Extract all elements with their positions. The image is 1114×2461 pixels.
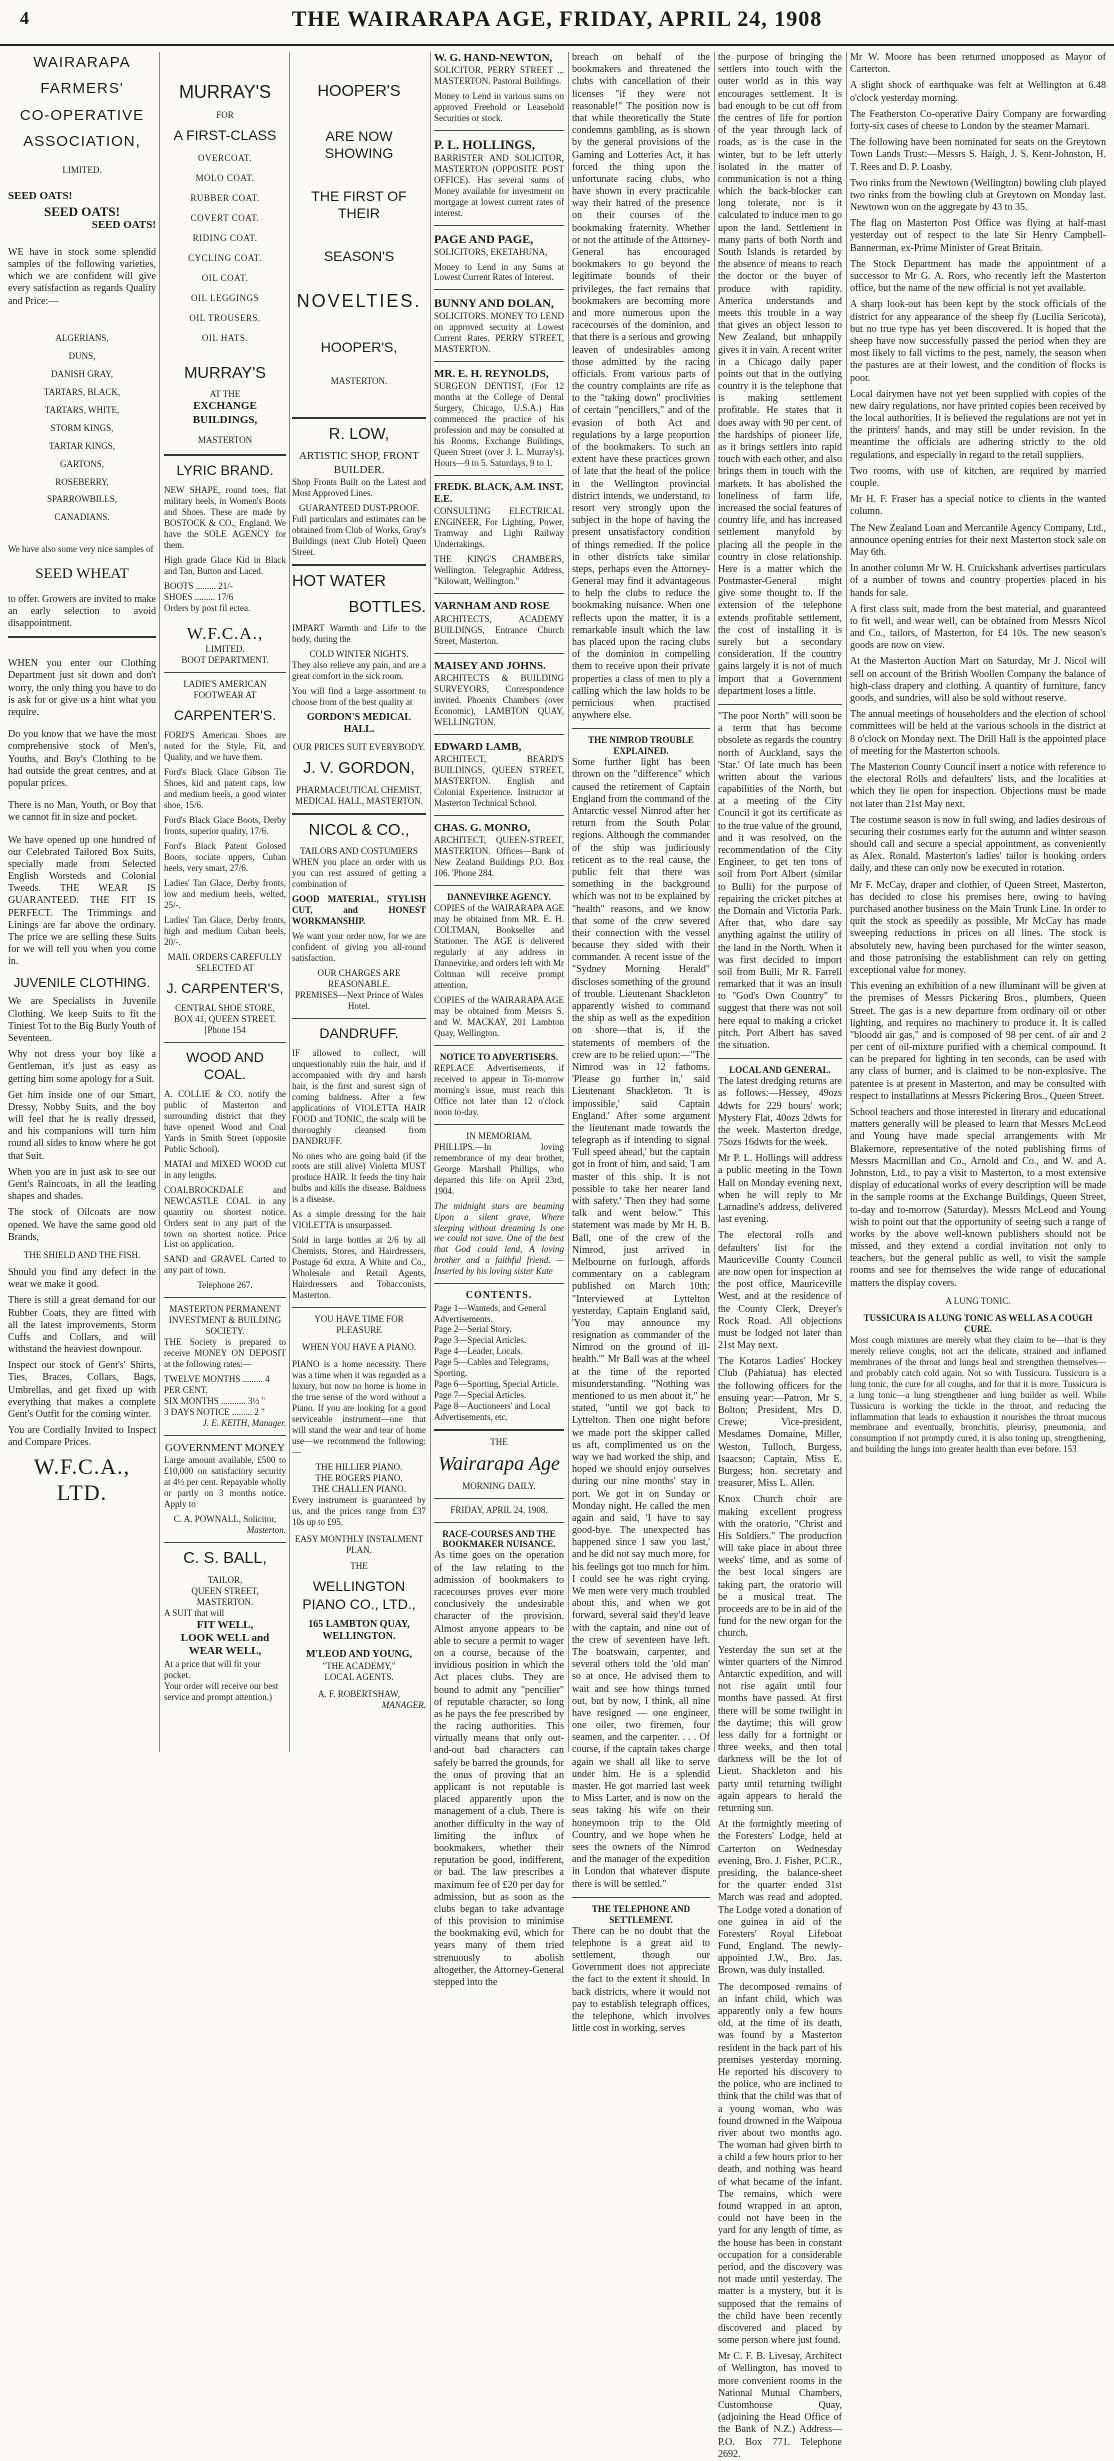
our-prices: OUR PRICES SUIT EVERYBODY. — [292, 742, 426, 753]
fit-well: FIT WELL, — [196, 1618, 254, 1631]
ford-para: Ladies' Tan Glace, Derby fronts, low and medium heels, welted, 25/-. — [164, 878, 286, 910]
limited-label: LIMITED. — [62, 165, 102, 176]
edward-heading: EDWARD LAMB, — [434, 740, 522, 753]
ball-suit: A SUIT that will — [164, 1607, 225, 1618]
variety-item: TARTARS, BLACK, — [43, 386, 121, 397]
tussicura-heading: TUSSICURA IS A LUNG TONIC AS WELL AS A COUGH CURE. — [863, 1312, 1093, 1334]
news-para: The following have been nominated for seats on the Greytown Town Lands Trust:—Messrs S. Haigh, J. S. Kent-Johnston, H. T. Rees and D. P. Loasby. — [850, 137, 1106, 173]
murrays-at: AT THE — [209, 389, 241, 400]
murrays-title: MURRAY'S — [178, 82, 272, 102]
nicol-para: GOOD MATERIAL, STYLISH CUT, and HONEST WORKMANSHIP. — [292, 894, 426, 926]
masterton-sig: Masterton. — [246, 1525, 286, 1536]
ad-heading-line: ASSOCIATION, — [23, 132, 141, 150]
telephone-heading: THE TELEPHONE AND SETTLEMENT. — [591, 1903, 691, 1925]
newton-heading: W. G. HAND-NEWTON, — [434, 52, 553, 64]
ford-para: Ford's Black Patent Golosed Boots, sociate uppers, Cuban heels, very smart, 27/6. — [164, 841, 286, 874]
seed-oats-line: SEED OATS! — [91, 219, 156, 232]
juvenile-heading: JUVENILE CLOTHING. — [13, 974, 151, 990]
tussicura-para: Most cough mixtures are merely what they claim to be—that is they merely relieve coughs, not act the delicate, strained and inflamed membranes of the throat and lungs heal and strengthen themselves—and probably catch cold again. Not so with Tussicura. Tussicura is a lung tonic, the cure for all coughs, and for that it is more. Tussicura is a lung tonic—a lung strengthener and lung builder as well. While Tussicura is working the tickle in the throat, and reducing the inflammation that leads to exhaustion it nourishes the throat mucous membrane and eventually, bronchitis, pleurisy, pneumonia, and consumption if not promptly cured, it is also toning up, strengthening, and building the lungs into greater health than ever before. 153 — [850, 1334, 1106, 1455]
seed-wheat-heading: SEED WHEAT — [35, 566, 129, 583]
varnham-heading: VARNHAM AND ROSE — [434, 600, 550, 613]
fredk-heading: FREDK. BLACK, A.M. INST. E.E. — [434, 482, 564, 506]
column-5 — [572, 52, 710, 2035]
column-7 — [850, 52, 1106, 1752]
academy: "THE ACADEMY," — [322, 1661, 396, 1672]
contents-heading: CONTENTS. — [465, 1290, 533, 1302]
novelties-heading: NOVELTIES. — [296, 290, 422, 311]
lyric-text: NEW SHAPE, round toes, flat military heels, in Women's Boots and Shoes. These are made by BOSTOCK & CO., England. We have the SOLE AGENCY for them. — [164, 485, 286, 550]
juvenile-para: Inspect our stock of Gent's' Shirts, Ties, Braces, Collars, Bags, Umbrellas, and get fixed up with everything that makes a complete Gent's Outfit for the coming winter. — [8, 1360, 156, 1421]
govt-para: Large amount available, £500 to £10,000 on satisfactory security at 4½ per cent. Repayable wholly or partly on 3 months notice. Apply to — [164, 1455, 286, 1510]
bottles-heading: BOTTLES. — [348, 598, 426, 616]
news-para: Mr W. Moore has been returned unopposed as Mayor of Carterton. — [850, 52, 1106, 76]
wfca-limited: LIMITED. — [205, 644, 245, 655]
cold-nights: COLD WINTER NIGHTS. — [309, 648, 409, 659]
fredk-para: CONSULTING ELECTRICAL ENGINEER, For Lighting, Power, Tramway and Light Railway Undertakings. — [434, 506, 564, 550]
race-para: As time goes on the operation of the law relating to the admission of bookmakers to racecourses proves ever more conclusively the undesirable character of the provision. Almost anyone appears to be able to secure a permit to wager on a course, because of the invidious position in which the Act places clubs. They are bound to admit any "pencilier" of reputable character, so long as he pays the fee prescribed by the racing authorities. This virtually means that only out-and-out bad characters can safely be barred the grounds, for the onus of proving that an applicant is not reputable is placed apparently upon the management of a club. There is another difficulty in the way of limiting the influx of bookmakers, whether their reputation be good, indifferent, or bad. The law prescribes a maximum fee of £20 per day for admission, but as soon as the clubs began to take advantage of this provision to minimise the bookmaking evil, which for years many of them tried strenuously to abolish altogether, the Attorney-General stepped into the — [434, 1550, 564, 1988]
murrays-town: MASTERTON — [197, 434, 253, 445]
contents-item: Page 3—Special Articles. — [434, 1335, 527, 1346]
coat-item: MOLO COAT. — [195, 172, 255, 183]
ball-price: At a price that will fit your pocket. — [164, 1658, 261, 1680]
news-para: Mr H. F. Fraser has a special notice to clients in the wanted column. — [850, 494, 1106, 518]
wheat-text: to offer. Growers are invited to make an early selection to avoid disappointment. — [8, 593, 156, 630]
nicol-heading: NICOL & CO., — [308, 821, 410, 839]
clothing-para: WHEN you enter our Clothing Department just sit down and don't worry, the only thing you have to do is ask for or give us a hint what you require. — [8, 658, 156, 718]
memoriam-para: PHILLIPS.—In loving remembrance of my dear brother, George Marshall Phillips, who departed this life on April 23rd, 1904. — [434, 1141, 564, 1196]
juvenile-para: Get him inside one of our Smart, Dressy, Nobby Suits, and the boy will feel that he is really dressed, and his companions will turn him round all sides to know where he got that Suit. — [8, 1089, 156, 1162]
clothing-para: Do you know that we have the most comprehensive stock of Men's, Youths, and Boy's Clothing to be had outside the great centres, and at popular prices. — [8, 729, 156, 789]
dandruff-para: IF allowed to collect, will unquestionably ruin the hair, and if accompanied with dry and harsh hair, is the first and surest sign of coming baldness. After a few applications of VIOLETTA HAIR FOOD and TONIC, the scalp will be thoroughly cleansed from DANDRUFF. — [292, 1047, 426, 1146]
newton-para: Money to Lend in various sums on approved Freehold or Leasehold Securities or stock. — [434, 91, 564, 124]
chas-heading: CHAS. G. MONRO, — [434, 822, 531, 835]
news-para: Two rinks from the Newtown (Wellington) bowling club played two rinks from the bowling club at Greytown on Monday last. Newtown won on the aggregate by 43 to 35. — [850, 177, 1106, 214]
contents-item: Page 4—Leader, Locals. — [434, 1346, 523, 1357]
juvenile-para: When you are in just ask to see our Gent's Raincoats, in all the leading shapes and shades. — [8, 1166, 156, 1203]
dannevirke-para: COPIES of the WAIRARAPA AGE may be obtained from MR. E. H. COLTMAN, Bookseller and Stationer. The AGE is delivered regularly at any address in Dannevirke, and orders left with Mr Coltman will receive prompt attention. — [434, 903, 564, 991]
piano-item: THE HILLIER PIANO. — [315, 1461, 403, 1472]
nicol-para: We want your order now, for we are confident of giving you all-round satisfaction. — [292, 930, 426, 963]
dust-proof: GUARANTEED DUST-PROOF. — [299, 503, 419, 514]
coat-item: OIL COAT. — [201, 272, 249, 283]
low-para: Shop Fronts Built on the Latest and Most Approved Lines. — [292, 477, 426, 499]
notice-heading: NOTICE TO ADVERTISERS. — [439, 1051, 559, 1062]
rate-row: 3 DAYS NOTICE ......... 2 " — [164, 1407, 265, 1418]
column-1 — [8, 52, 156, 1752]
hollings-para: BARRISTER AND SOLICITOR, MASTERTON (OPPOSITE POST OFFICE). Has several sums of Money available for investment on mortgage at lowest current rates of interest. — [434, 153, 564, 218]
mail-orders: MAIL ORDERS CAREFULLY SELECTED AT — [167, 951, 283, 973]
ladies-footwear: LADIE'S AMERICAN FOOTWEAR AT — [183, 679, 267, 701]
post-orders: Orders by post fil ectea. — [164, 602, 251, 613]
news-para: A sharp look-out has been kept by the stock officials of the district for any appearance of the sheep fly (Lucilia Sericota), but no true type has yet been discovered. It is hoped that the sheep have now successfully passed the period when they are most likely to fall victims to the pest, namely, the season when the pastures are at their lowest, and the condition of flocks is poor. — [850, 299, 1106, 384]
news-para: School teachers and those interested in literary and educational matters generally will be pleased to learn that Messrs McLeod and Young have made special arrangements with Mr Blakemore, representative of the noted publishing firms of Messrs Macmillan and Co., Arnold and Co., and W. and A. Johnston, Ltd., to pay a visit to Masterton, to a most extensive display of educational works of every description will be made in the sample rooms at the Exchange Buildings, Queen Street, to-day and to-morrow (Saturday). Messrs McLeod and Young wish to point out that the opportunity of seeing such a range of works by the above well-known publishers should not be missed, and they extend a cordial invitation not only to teachers, but the general public as well, to visit the sample rooms and see for themselves the wide range of educational matters the display covers. — [850, 1107, 1106, 1289]
news-para: The Stock Department has made the appointment of a successor to Mr G. A. Rors, who recently left the Masterton office, but the name of the new official is not yet available. — [850, 258, 1106, 295]
news-para: The costume season is now in full swing, and ladies desirous of securing their costumes early for the autumn and winter season should call and secure a special appointment, as conveniently as Alex. Ronald. Masterton's ladies' tailor is booking orders daily, and these can only now be executed in rotation. — [850, 814, 1106, 875]
manager-signature: J. E. KEITH, Manager. — [202, 1418, 286, 1429]
coat-item: RUBBER COAT. — [190, 192, 260, 203]
lyric-heading: LYRIC BRAND. — [176, 461, 274, 478]
column-4 — [434, 52, 564, 1988]
central-store: CENTRAL SHOE STORE, — [175, 1002, 275, 1013]
juvenile-para: Why not dress your boy like a Gentleman, it's just as easy as getting him some apology for a Suit. — [8, 1049, 156, 1085]
wood-para: MATAI and MIXED WOOD cut in any lengths. — [164, 1158, 286, 1180]
reynolds-heading: MR. E. H. REYNOLDS, — [434, 367, 549, 380]
column-rule — [159, 52, 160, 1752]
piano-para: PIANO is a home necessity. There was a time when it was regarded as a luxury, but now no home is home in the true sense of the word without a Piano. If you are looking for a good serviceable instrument—one that will stand the wear and tear of home use—we recommend the following:— — [292, 1359, 426, 1457]
clothing-para: We have opened up one hundred of our Celebrated Tailored Box Suits, specially made from Selected English Worsteds and Colonial Tweeds. THE WEAR IS GUARANTEED. THE FIT IS PERFECT. The Trimmings and Linings are far above the ordinary. The price we are selling these Suits for we will tell you when you come in. — [8, 834, 156, 968]
maisey-heading: MAISEY AND JOHNS. — [434, 659, 546, 672]
variety-item: TARTARS, WHITE, — [44, 404, 120, 415]
building-para: THE Society is prepared to receive MONEY ON DEPOSIT at the following rates:— — [164, 1337, 286, 1370]
hot-para: You will find a large assortment to choose from of the best quality at — [292, 685, 426, 707]
telephone: Telephone 267. — [197, 1280, 253, 1291]
hot-water-heading: HOT WATER — [292, 573, 386, 591]
low-heading: R. LOW, — [328, 425, 390, 443]
pownall: C. A. POWNALL, Solicitor, — [173, 1514, 277, 1525]
news-para: Two rooms, with use of kitchen, are required by married couple. — [850, 465, 1106, 489]
piano-line: WHEN YOU HAVE A PIANO. — [301, 1342, 417, 1353]
contents-item: Page 6—Sporting, Special Article. — [434, 1379, 559, 1390]
juvenile-para: We are Specialists in Juvenile Clothing. We keep Suits to fit the Tiniest Tot to the Big Burly Youth of Seventeen. — [8, 996, 156, 1044]
rate-row: TWELVE MONTHS ......... 4 PER CENT. — [164, 1374, 270, 1396]
page-header — [0, 0, 1114, 46]
local-para: Mr C. F. B. Livesay, Architect of Wellington, has moved to more convenient rooms in the National Mutual Chambers, Customhouse Quay, (adjoining the Head Office of the Bank of N.Z.) Address—P.O. Box 771. Telephone 2692. — [718, 2351, 842, 2460]
hoopers-town: MASTERTON. — [330, 375, 388, 386]
dandruff-para: No ones who are going bald (if the roots are still alive) Violetta MUST produce HAIR. It feeds the tiny hair bulbs and kills the disease. Baldness is a disease. — [292, 1150, 426, 1205]
the-label: THE — [350, 1561, 368, 1572]
column-rule — [714, 52, 715, 1752]
dannevirke-para: COPIES of the WAIRARAPA AGE may be obtained from Messrs S. and W. MACKAY, 201 Lambton Quay, Wellington. — [434, 995, 564, 1038]
manager-label: MANAGER. — [381, 1700, 426, 1711]
ford-para: Ford's Black Glace Gibson Tie Shoes, kid and patent caps, low and medium heels, a good winter shoe, 15/6. — [164, 767, 286, 811]
nicol-para: WHEN you place an order with us you can rest assured of getting a combination of — [292, 857, 426, 890]
easy-plan: EASY MONTHLY INSTALMENT PLAN. — [294, 1533, 424, 1555]
hollings-heading: P. L. HOLLINGS, — [434, 137, 536, 153]
mleod-young: M'LEOD AND YOUNG, — [305, 1648, 413, 1660]
variety-item: DUNS, — [68, 350, 96, 361]
column-rule — [846, 52, 847, 1752]
newton-para: SOLICITOR, PERRY STREET ... MASTERTON. Pastoral Buildings. — [434, 65, 564, 87]
nicol-tailors: TAILORS AND COSTUMIERS — [300, 846, 418, 857]
piano-item: THE CHALLEN PIANO. — [312, 1483, 406, 1494]
ball-order: Your order will receive our best service and prompt attention.) — [164, 1680, 279, 1702]
news-para: In another column Mr W. H. Cruickshank advertises particulars of a number of towns and country properties placed in his hands for sale. — [850, 563, 1106, 599]
seed-oats-line: SEED OATS! — [44, 203, 120, 219]
coat-item: CYCLING COAT. — [188, 252, 262, 263]
ball-heading: C. S. BALL, — [183, 1550, 267, 1568]
race-continued: breach on behalf of the bookmakers and threatened the clubs with cancellation of their licenses "if they were not reasonable!" The position now is that while theoretically the State condemns gambling, as is shown by the general provisions of the Gaming and Lotteries Act, it has forced the thing upon the unfortunate racing clubs, who have shown in every practicable way their hatred of the presence on their courses of the bookmaking fraternity. Whether or not the attitude of the Attorney-General has encouraged bookmakers to go beyond the legitimate bounds of their privileges, the fact remains that bookmakers are becoming more and more numerous upon the racecourses of the dominion, and that there is a serious and growing leaven of undesirables among those admitted by the racing officials. From various parts of the country complaints are rife as to the "taking down" proclivities of certain "pencillers," and of the evasion of both Act and regulations by a large proportion of the bookmakers. To such an extent have these practices grown of late that the head of the police in the Wellington provincial district intends, we understand, to resort very strongly upon the subject in the hope of having the present unsatisfactory condition of things remedied. If the police in other districts take similar steps, perhaps even the Attorney-General may find it advantageous to help the clubs to reduce the bookmaking nuisance. When one reflects upon the matter, it is a remarkable insult which the law has placed upon the racing clubs of the dominion in compelling them to receive upon their private properties a class of men to ply a calling which the law holds to be pernicious when practised anywhere else. — [572, 52, 710, 722]
contents-item: Page 5—Cables and Telegrams, Sporting. — [434, 1357, 549, 1379]
page-para: Money to Lend in any Sums at Lowest Current Rates of Interest. — [434, 261, 564, 283]
news-para: A first class suit, made from the best material, and guaranteed to fit well, and wear well, can be obtained from Messrs Nicol and Co., tailors, of Masterton, for £4 10s. The new season's goods are now on view. — [850, 603, 1106, 652]
nimrod-heading: THE NIMROD TROUBLE EXPLAINED. — [588, 735, 694, 757]
queen-street: BOX 41, QUEEN STREET. [Phone 154 — [173, 1013, 277, 1035]
variety-item: CANADIANS. — [54, 512, 110, 523]
variety-item: GARTONS, — [59, 458, 105, 469]
news-para: This evening an exhibition of a new illuminant will be given at the premises of Messrs Pickering Bros., plumbers, Queen Street. The gas is a new departure from ordinary oil or other lighting, and requires no machinery to produce it. It is called "bloodd air gas," and is composed of 98 per cent. of air and 2 per cent of oil-mixture purified with a chemical compound. It can be prepared for lighting in ten seconds, can be used with any class of burner, and is claimed to be non-explosive. The patentee is at present in Masterton, and may be consulted with respect to installations at Messrs Pickering Bros., Queen Street. — [850, 981, 1106, 1102]
juvenile-para: You are Cordially Invited to Inspect and Compare Prices. — [8, 1425, 156, 1449]
issue-date: FRIDAY, APRIL 24, 1908. — [450, 1504, 548, 1515]
murrays-for: FOR — [216, 109, 234, 120]
news-para: The New Zealand Loan and Mercantile Agency Company, Ltd., announce opening entries for their next Masterton stock sale on May 6th. — [850, 522, 1106, 558]
local-general-heading: LOCAL AND GENERAL. — [729, 1065, 831, 1076]
ad-heading-line: WAIRARAPA — [33, 54, 131, 71]
dandruff-para: As a simple dressing for the hair VIOLETTA is unsurpassed. — [292, 1209, 426, 1231]
variety-item: ROSEBERRY, — [55, 476, 109, 487]
coat-item: RIDING COAT. — [192, 232, 258, 243]
dannevirke-heading: DANNEVIRKE AGENCY. — [447, 892, 551, 903]
hoopers-line: ARE NOW SHOWING — [324, 127, 394, 161]
telephone-continued: the purpose of bringing the settlers into touch with the outer world as in this way encourages settlement. It is bad enough to be cut off from the centres of life for portion of the year through lack of roads, as is the case in the winter, but to be left utterly isolated in the matter of communication is not a thing which the back-blocker can long tolerate, nor is it calculated to induce men to go upon the land. Settlement in many parts of both North and South Islands is retarded by the absence of means to reach the doctor or the buyer of produce with rapidity. America understands and meets this trouble in a way that gives an object lesson to New Zealand, but unhappily gives it in vain. A recent writer in a Chicago daily paper points out that in the outlying country it is the telephone that is making settlement profitable. He states that it does away with 90 per cent. of the hardships of pioneer life, as it brings settlers into rapid touch with each other, and also brings them in touch with the markets. It has abolished the loneliness of farm life, increased the social features of country life, and has increased settlement manyfold by placing all the people in the country in close relationship. Here is a matter which the Postmaster-General might give some thought to. If the extension of the telephone extends profitable settlement, the cost of installing it is surely but a secondary consideration. If the country gains largely it is not of much import that a Government department loses a little. — [718, 52, 843, 697]
pleasure-line: YOU HAVE TIME FOR PLEASURE — [314, 1314, 404, 1336]
column-rule — [430, 52, 431, 1752]
coat-item: OIL HATS. — [201, 332, 249, 343]
local-agents: LOCAL AGENTS. — [324, 1672, 394, 1683]
telephone-para: There can be no doubt that the telephone is a great aid to settlement, though our Government does not appreciate the fact to the extent it should. In back districts, where it would not pay to establish telegraph offices, the telephone, which involves little cost in working, serves — [572, 1925, 710, 2035]
low-sub: ARTISTIC SHOP, FRONT BUILDER. — [298, 450, 420, 476]
column-2 — [164, 52, 286, 1752]
ad-heading-line: FARMERS' — [40, 80, 124, 98]
maisey-para: ARCHITECTS & BUILDING SURVEYORS, Correspondence invited. Phoenix Chambers (over Economic), LAMBTON QUAY, WELLINGTON. — [434, 672, 564, 727]
premises: PREMISES—Next Prince of Wales Hotel. — [294, 989, 424, 1011]
seed-oats-line: SEED OATS! — [8, 190, 73, 203]
medical-hall: MEDICAL HALL, MASTERTON. — [295, 795, 423, 806]
column-6 — [718, 52, 843, 2460]
north-para: "The poor North" will soon be a term that has become obsolete as regards the country north of Auckland, says the 'Star.' Of late much has been written about the various capabilities of the North, but at a meeting of the City Council it got its certificate as to the true value of the ground, and it was resolved, on the recommendation of the City Engineer, to get ten tons of soil from Port Albert (similar to Bulli) for the purpose of repairing the cricket pitches at the Domain and Victoria Park. After that, who dare say anything against the utility of the land in the North. When it was first decided to import soil from Bulli, Mr R. Farrell remarked that it was an insult to "God's Own Country" to suggest that there was not soil here equal to making a cricket pitch. Port Albert has saved the situation. — [718, 710, 842, 1051]
variety-item: STORM KINGS, — [50, 422, 114, 433]
variety-item: TARTAR KINGS, — [48, 440, 116, 451]
hoopers-line: SEASON'S — [323, 247, 395, 264]
charges: OUR CHARGES ARE REASONABLE. — [317, 967, 401, 989]
edward-para: ARCHITECT, BEARD'S BUILDINGS, QUEEN STREET, MASTERTON. English and Colonial Experience. Instructor at Masterton Technical School. — [434, 754, 564, 809]
wheat-intro: We have also some very nice samples of — [8, 544, 154, 555]
column-rule — [568, 52, 569, 1752]
local-para: Knox Church choir are making excellent progress with the oratorio, "Christ and His Soldiers." The production will take place in about three weeks' time, and as some of the best local singers are taking part, the oratorio will be a musical treat. The proceeds are to be in aid of the fund for the new organ for the church. — [718, 1494, 842, 1640]
morning-daily: MORNING DAILY. — [462, 1480, 536, 1491]
hoopers-title-2: HOOPER'S, — [320, 338, 398, 355]
robertshaw: A. F. ROBERTSHAW, — [318, 1689, 400, 1700]
juvenile-para: Should you find any defect in the wear we make it good. — [8, 1266, 156, 1291]
wood-coal-heading: WOOD AND COAL. — [186, 1048, 264, 1082]
lyric-text: High grade Glace Kid in Black and Tan, Button and Laced. — [164, 554, 286, 576]
nimrod-para: Some further light has been thrown on the "difference" which caused the retirement of Captain England from the command of the Antarctic vessel Nimrod after her return from the South Polar regions. Although the commander of the ship was judiciously reticent as to the real cause, the public felt that there was something in the background which was not to be explained by "health" reasons, and we know that some of the crew severed their connection with the vessel because they sided with their commander. A recent issue of the "Sydney Morning Herald" discloses something of the ground of trouble. Lieutenant Shackleton apparently wished to command the ship as well as the expedition on shore—that is, if the statements of members of the crew are to be relied upon:—"The Nimrod was in 12 fathoms. 'Please go further in,' said Lieutenant Shackleton. 'It is impossible,' said Captain England.' After some argument the lieutenant made towards the telegraph as if intending to signal 'Full speed ahead,' but the captain got in front of him, and said, 'I am master of this ship. It is not possible to take her nearer land with safety.' Then they had some talk and went below." This statement was made by Mr H. B. Ball, one of the crew of the Nimrod, just arrived in Melbourne on furlough, affords commentary on a cablegram published on March 10th: "Interviewed at Lyttelton yesterday, Captain England said, 'You may announce my resignation as commander of the Nimrod on the ground of ill-health.'" Mr Ball was at the wheel at the time of the reported misunderstanding. "Nothing was mentioned to us men about it," he stated, "until we got back to Lyttelton. Then one night before we made port the skipper called us aft, complimented us on the way we had worked the ship, and hoped we should enjoy ourselves during our nine months' stay in port. We got in on Sunday or Monday night. He called the men again and said, 'I have to say good-bye. The unexpected has happened since I saw you last,' and he did not say much more, for his feelings got too much for him. I could see he was right crying. We men were very much troubled about this, and when we got forward, several said they'd leave with the captain, and nine out of the crew of seventeen have left. The boatswain, carpenter, and several others told the 'old man' so at once. He advised them to wait and see how things turned out, but by now, I think, all nine have resigned — one engineer, one oiler, two firemen, four seamen, and the carpenter. . . . Of course, if the captain takes charge again we shall all like to serve under him. He is a splendid master. He got married last week to Miss Larter, and is now on the seas taking his wife on their honeymoon trip to the Old Country, and we hope when he sees the owners of the Nimrod and the manager of the expedition in London that whatever dispute there is will be settled." — [572, 757, 710, 1890]
ford-para: Ford's Black Glace Boots, Derby fronts, superior quality, 17/6. — [164, 815, 286, 837]
bunny-heading: BUNNY AND DOLAN, — [434, 296, 554, 311]
news-para: The Featherston Co-operative Dairy Company are forwarding forty-six cases of cheese to London by the steamer Mamari. — [850, 108, 1106, 132]
clothing-para: There is no Man, Youth, or Boy that we cannot fit in size and pocket. — [8, 800, 156, 824]
piano-para: Every instrument is guaranteed by us, and the prices range from £37 10s up to £95. — [292, 1494, 426, 1527]
page-para: SOLICITORS, EKETAHUNA, — [434, 246, 548, 257]
page-title: THE WAIRARAPA AGE, FRIDAY, APRIL 24, 1908 — [291, 6, 823, 31]
dandruff-heading: DANDRUFF. — [319, 1024, 399, 1041]
kings-chambers: THE KING'S CHAMBERS, Wellington. Telegraphic Address, "Kilowatt, Wellington." — [434, 554, 564, 587]
variety-item: DANISH GRAY, — [50, 368, 113, 379]
news-para: Local dairymen have not yet been supplied with copies of the new dairy regulations, nor have printed copies been received by the local authorities. It is believed the regulations are not yet in the printers' hands, and may still be under revision. In the meantime the officials are adhering strictly to the old regulations, and especially in regard to the retail suppliers. — [850, 388, 1106, 461]
local-para: At the fortnightly meeting of the Foresters' Lodge, held at Carterton on Wednesday evening, Bro. J. Fisher, P.C.R., presiding, the balance-sheet for the quarter ended 31st March was read and adopted. The Lodge voted a donation of one guinea in aid of the Foresters' Royal Lifeboat Fund, England. The newly-appointed J.W., Bro. Jas. Brown, was duly installed. — [718, 1819, 842, 1977]
lung-tonic-heading: A LUNG TONIC. — [945, 1295, 1011, 1306]
look-well: LOOK WELL and — [180, 1632, 270, 1644]
variety-item: ALGERIANS, — [55, 332, 109, 343]
column-rule — [289, 52, 290, 1752]
shoes-price: SHOES ......... 17/6 — [164, 591, 234, 602]
jcarpenter-heading: J. CARPENTER'S, — [166, 979, 284, 996]
govt-money-heading: GOVERNMENT MONEY — [165, 1442, 285, 1455]
contents-item: Page 8—Auctioneers' and Local Advertisements, etc. — [434, 1401, 551, 1423]
local-para: Yesterday the sun set at the winter quarters of the Nimrod Antarctic expedition, and will not rise again until four months have passed. At first there will be some twilight in the daytime; this will grow less daily for a fortnight or three weeks, and then total darkness will be the lot of Lieut. Shackleton and his party until returning twilight again appears to herald the returning sun. — [718, 1644, 842, 1815]
chas-para: ARCHITECT, QUEEN-STREET, MASTERTON. Offices—Bank of New Zealand Buildings P.O. Box 106. 'Phone 284. — [434, 835, 564, 879]
coat-item: OVERCOAT. — [197, 153, 253, 163]
bunny-para: SOLICITORS. MONEY TO LEND on approved security at Lowest Current Rates. PERRY STREET, MASTERTON. — [434, 311, 564, 354]
masthead-the: THE — [490, 1437, 508, 1448]
varnham-para: ARCHITECTS, ACADEMY BUILDINGS, Entrance Church Street, Masterton. — [434, 613, 564, 646]
murrays-place: EXCHANGE BUILDINGS, — [192, 400, 258, 426]
wood-para: COALBROCKDALE and NEWCASTLE COAL in any quantity on shortest notice. Orders sent to any part of the town on shortest notice. Price List on application. — [164, 1184, 286, 1250]
local-para: Mr P. L. Hollings will address a public meeting in the Town Hall on Monday evening next, when he will reply to Mr Larnadine's address, delivered last evening. — [718, 1153, 842, 1226]
murrays-first-class: A FIRST-CLASS — [173, 126, 277, 143]
reynolds-para: SURGEON DENTIST, (For 12 months at the College of Dental Surgery, Chicago, U.S.A.) Has commenced the practice of his profession and may be consulted at his Rooms, Exchange Buildings, Queen Street (over J. L. Murray's). Hours—9 to 5. Saturdays, 9 to 1. — [434, 381, 564, 469]
low-para: Full particulars and estimates can be obtained from Club of Works, Gray's Buildings (next Club Hotel) Queen Street. — [292, 514, 426, 558]
news-para: Mr F. McCay, draper and clothier, of Queen Street, Masterton, has decided to close his premises here, owing to having purchased another business on the Main Trunk Line. In order to quit the stock as speedily as possible, Mr McCay has made sweeping reductions in prices on all lines. The stock is absolutely new, having been purchased for the winter season, and those patronising the establishment can rely on getting exceptional value for money. — [850, 879, 1106, 976]
ad-heading-line: CO-OPERATIVE — [19, 106, 145, 124]
news-para: The flag on Masterton Post Office was flying at half-mast yesterday out of respect to the late Sir Henry Campbell-Bannerman, ex-Prime Minister of Great Britain. — [850, 218, 1106, 254]
pharm-chemist: PHARMACEUTICAL CHEMIST, — [295, 784, 422, 795]
juvenile-para: The stock of Oilcoats are now opened. We have the same good old Brands, — [8, 1207, 156, 1243]
shield-brand: THE SHIELD AND THE FISH. — [23, 1249, 141, 1260]
page-heading: PAGE AND PAGE, — [434, 231, 534, 246]
boots-price: BOOTS ......... 21/- — [164, 580, 233, 591]
ball-address: QUEEN STREET, MASTERTON. — [191, 1585, 259, 1607]
wood-para: SAND and GRAVEL Carted to any part of town. — [164, 1254, 286, 1276]
ball-tailor: TAILOR, — [207, 1574, 243, 1585]
wellington-piano: WELLINGTON PIANO CO., LTD., — [302, 1578, 416, 1612]
local-para: The Kotaros Ladies' Hockey Club (Pahiatua) has elected the following officers for the ensuing year:—Patron, Mr S. Bolton; President, Mrs D. Crewe; Vice-president, Mesdames Domaine, Miller, Weston, Tulloch, Burgess, Isaacson; Captain, Miss E. Burgess; hon. secretary and treasurer, Miss L. Allen. — [718, 1356, 842, 1490]
dandruff-para: Sold in large bottles at 2/6 by all Chemists, Stores, and Hairdressers, Postage 6d extra. A White and Co., Wholesale and Retail Agents, Hairdressers and Tobacconists, Masterton. — [292, 1235, 426, 1301]
memoriam-verse: The midnight stars are beaming Upon a silent grave, Where sleeping without dreaming Is one we could not save. One of the best that God could lend, A loving brother and a faithful friend. —Inserted by his loving sister Kate — [434, 1200, 564, 1277]
juvenile-para: There is still a great demand for our Rubber Coats, they are fitted with all the latest improvements, Storm Cuffs and Collars, and will withstand the heaviest downpour. — [8, 1295, 156, 1356]
wood-para: A. COLLIE & CO. notify the public of Masterton and surrounding district that they have opened Wood and Coal Yards in Smith Street (opposite Public School). — [164, 1088, 286, 1154]
contents-item: Page 7—Special Articles. — [434, 1390, 527, 1401]
contents-item: Page 2—Serial Story. — [434, 1324, 512, 1335]
wfca-footer: W.F.C.A., LTD. — [33, 1453, 131, 1506]
variety-item: SPARROWBILLS, — [47, 494, 117, 505]
race-heading: RACE-COURSES AND THE BOOKMAKER NUISANCE. — [442, 1528, 556, 1550]
gordon-heading: J. V. GORDON, — [303, 760, 415, 778]
page-number: 4 — [20, 8, 29, 28]
news-para: At the Masterton Auction Mart on Saturday, Mr J. Nicol will sell on account of the British Woollen Company the balance of high-class drapery and clothing. A quantity of furniture, fancy goods, and sundries, will also be sold without reserve. — [850, 656, 1106, 704]
hoopers-line: THE FIRST OF THEIR — [311, 187, 407, 221]
local-para: The electoral rolls and defaulters' list for the Mauriceville County Council are now open for inspection at the post office, Mauriceville West, and at the residence of the County Clerk, Dreyer's Rock Road. All objections must be lodged not later than 21st May next. — [718, 1230, 842, 1352]
coat-item: COVERT COAT. — [190, 212, 260, 223]
wear-well: WEAR WELL, — [188, 1645, 262, 1658]
piano-item: THE ROGERS PIANO. — [315, 1472, 403, 1483]
local-para: The decomposed remains of an infant child, which was apparently only a few hours old, at the time of its death, was found by a Masterton resident in the back part of his premises yesterday morning. He reported his discovery to the police, who are inclined to think that the child was that of a young woman, who was found drowned in the Waipoua river about two months ago. The woman had given birth to a child a few hours prior to her death, and nothing was heard of what became of the infant. The remains, which were found wrapped in an apron, could not have been in the yard for any length of time, as the house has been in constant occupation for a considerable period, and the discovery was not made until yesterday. The matter is a mystery, but it is supposed that the remains of the child have been recently discovered and placed by some person where just found. — [718, 1981, 842, 2347]
gordons-hall: GORDON'S MEDICAL HALL. — [306, 711, 412, 736]
wfca-title: W.F.C.A., — [186, 623, 264, 643]
building-society-heading: MASTERTON PERMANENT INVESTMENT & BUILDING SOCIETY. — [168, 1304, 282, 1337]
lambton-quay: 165 LAMBTON QUAY, WELLINGTON. — [308, 1618, 410, 1642]
notice-para: REPLACE Advertisements, if received to appear in To-morrow morning's issue, must reach this Office not later than 12 o'clock noon to-day. — [434, 1062, 564, 1117]
hot-para: IMPART Warmth and Life to the body, during the — [292, 623, 426, 645]
hot-para: They also relieve any pain, and are a great comfort in the sick room. — [292, 659, 426, 681]
ford-para: FORD'S American Shoes are noted for the Style, Fit, and Quality, and we have them. — [164, 730, 286, 763]
news-para: A slight shock of earthquake was felt at Wellington at 6.48 o'clock yesterday morning. — [850, 80, 1106, 104]
local-para: The latest dredging returns are as follows:—Hessey, 49ozs 4dwts for 229 hours' work; Mystery Flat, 40ozs 2dwts for the week. Masterton dredge, 75ozs 16dwts for the week. — [718, 1076, 842, 1149]
masthead: Wairarapa Age — [438, 1453, 560, 1476]
hoopers-title: HOOPER'S — [317, 83, 401, 100]
memoriam-heading: IN MEMORIAM. — [466, 1130, 532, 1141]
news-para: The annual meetings of householders and the election of school committees will be held at the various schools in the district at 8 o'clock on Monday next. The Drill Hall is the appointed place of meeting for the Masterton schools. — [850, 709, 1106, 757]
contents-item: Page 1—Wanteds, and General Advertisements. — [434, 1302, 547, 1324]
murrays-title-2: MURRAY'S — [184, 364, 266, 382]
carpenters-heading: CARPENTER'S. — [173, 707, 277, 724]
news-para: The Masterton County Council insert a notice with reference to the electoral Rolls and defaulters' lists, and the localities at which they lie open for inspection. Objections must be made not later than 21st May next. — [850, 761, 1106, 810]
coat-item: OIL TROUSERS. — [189, 312, 261, 323]
rate-row: SIX MONTHS ........... 3½ " — [164, 1396, 266, 1407]
oats-intro: WE have in stock some splendid samples of the following varieties, which we are confident will give every satisfaction as regards Quality and Price:— — [8, 246, 156, 307]
coat-item: OIL LEGGINGS — [191, 292, 259, 303]
boot-department: BOOT DEPARTMENT. — [181, 655, 269, 666]
ford-para: Ladies' Tan Glace, Derby fronts, high and medium Cuban heels, 20/-. — [164, 914, 286, 947]
column-3 — [292, 52, 426, 1752]
